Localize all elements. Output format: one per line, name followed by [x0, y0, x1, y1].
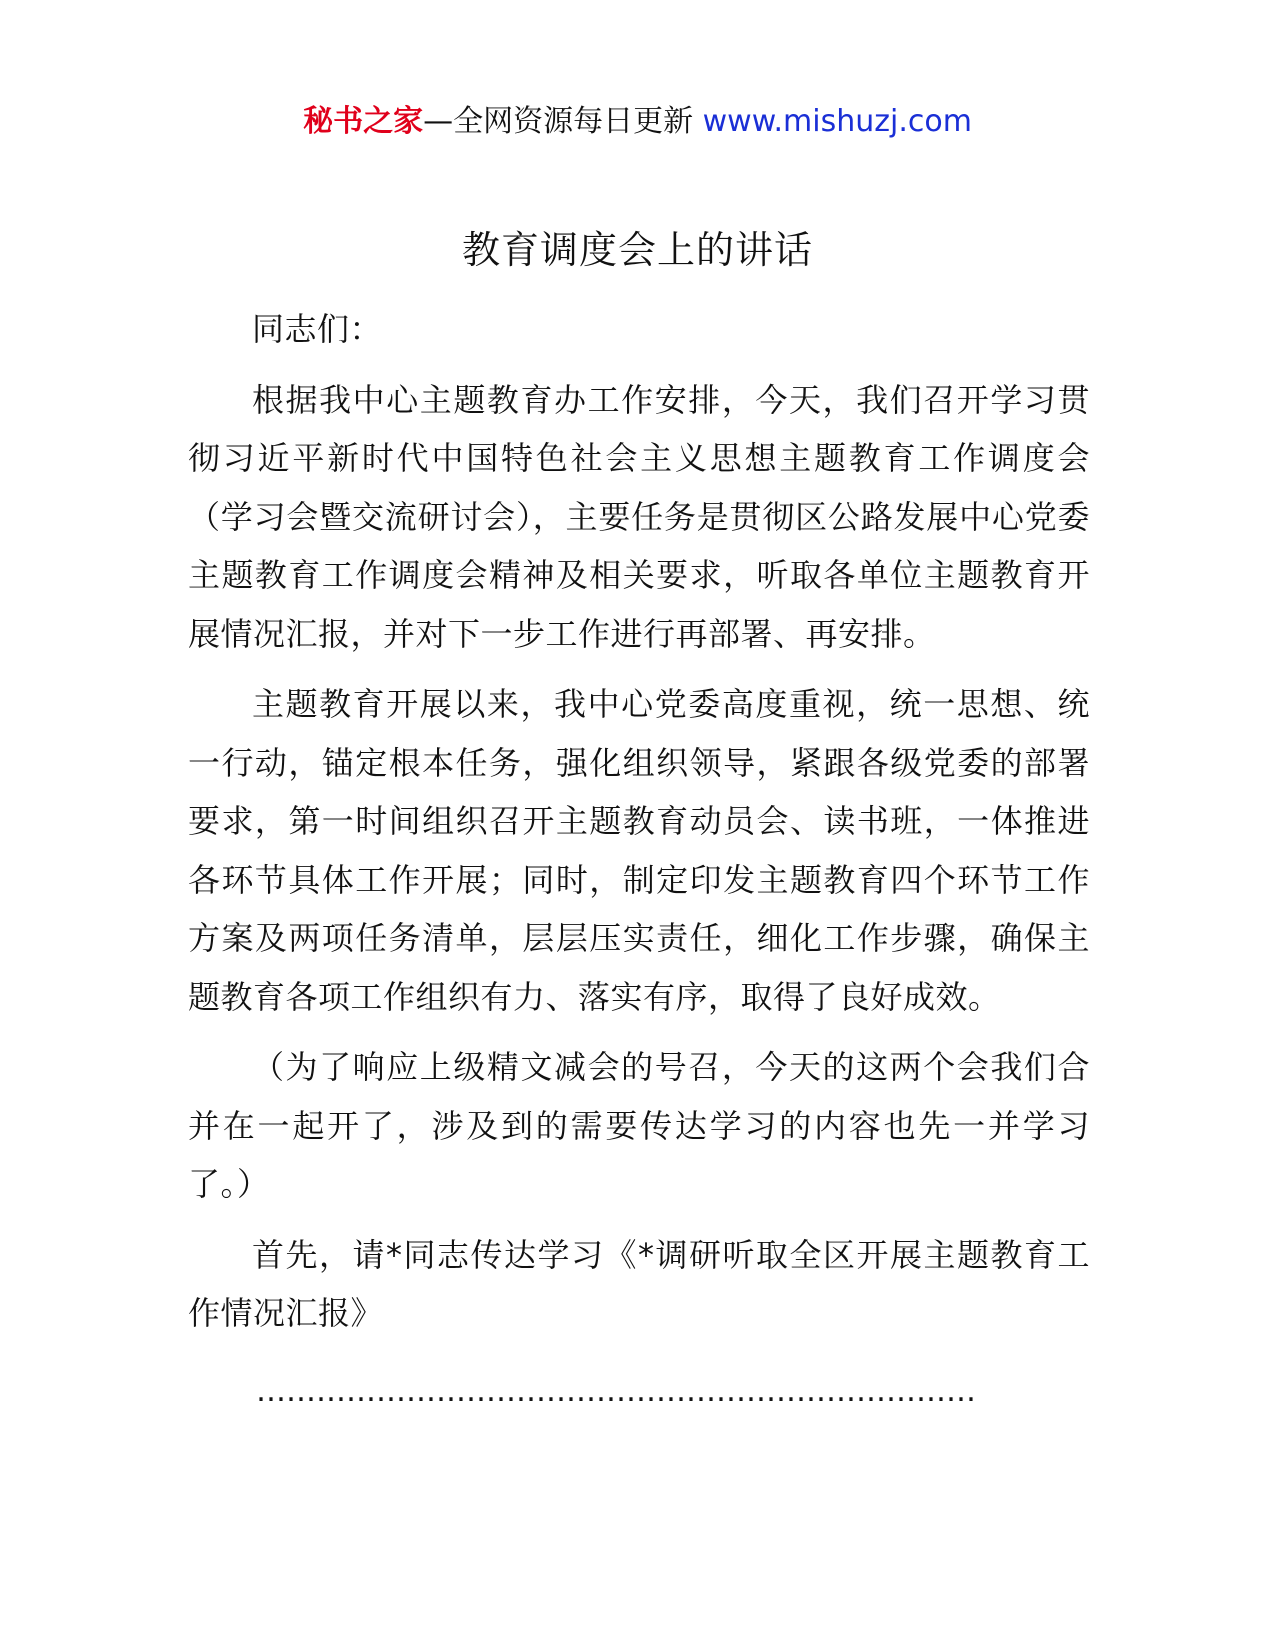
paragraph: （为了响应上级精文减会的号召，今天的这两个会我们合并在一起开了，涉及到的需要传达学习的内容也先一并学习了。） — [188, 1048, 1090, 1203]
paragraph: 根据我中心主题教育办工作安排，今天，我们召开学习贯彻习近平新时代中国特色社会主义思想主题教育工作调度会（学习会暨交流研讨会），主要任务是贯彻区公路发展中心党委主题教育工作调度会精神及相关要求，听取各单位主题教育开展情况汇报，并对下一步工作进行再部署、再安排。 — [188, 380, 1090, 653]
header-tagline: —全网资源每日更新 — [423, 104, 703, 139]
document-title: 教育调度会上的讲话 — [461, 228, 813, 272]
paragraph: 主题教育开展以来，我中心党委高度重视，统一思想、统一行动，锚定根本任务，强化组织领导，紧跟各级党委的部署要求，第一时间组织召开主题教育动员会、读书班，一体推进各环节具体工作开展；同时，制定印发主题教育四个环节工作方案及两项任务清单，层层压实责任，细化工作步骤，确保主题教育各项工作组织有力、落实有序，取得了良好成效。 — [188, 685, 1090, 1016]
greeting: 同志们： — [252, 310, 383, 348]
site-url-link[interactable]: www.mishuzj.com — [702, 104, 972, 139]
document-body — [188, 300, 1090, 1355]
ellipsis-divider: ……………………………………………………………… — [256, 1374, 976, 1409]
site-header — [0, 100, 1275, 144]
brand-name: 秘书之家 — [303, 104, 424, 139]
paragraph: 首先，请*同志传达学习《*调研听取全区开展主题教育工作情况汇报》 — [188, 1235, 1090, 1332]
